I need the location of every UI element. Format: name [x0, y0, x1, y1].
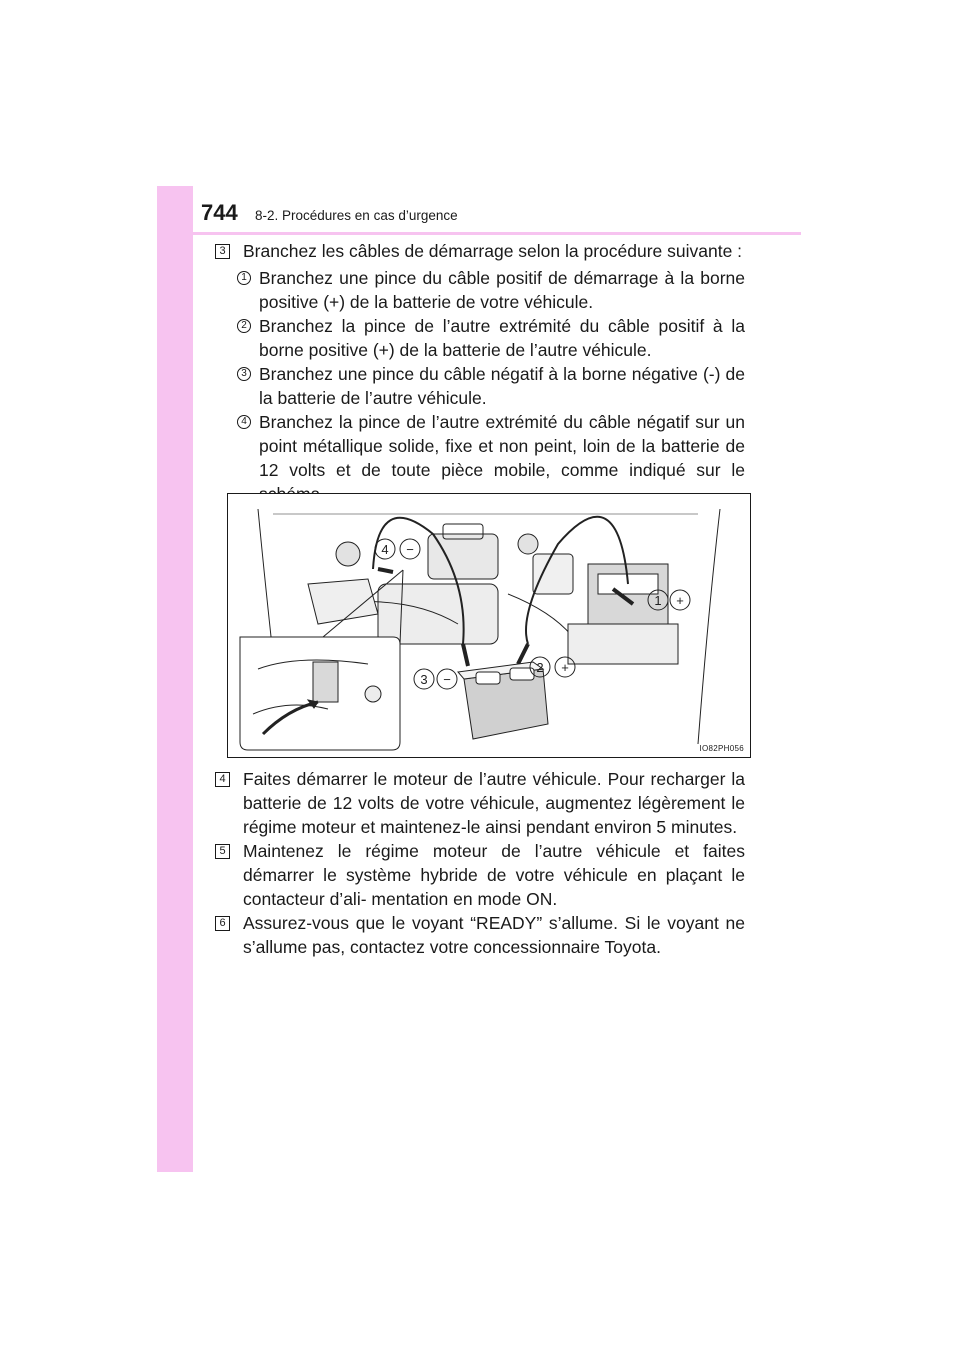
callout-3-number: 3 — [420, 672, 428, 687]
substep-3-text: Branchez une pince du câble négatif à la borne négative (-) de la batterie de l’autre véhicule. — [259, 364, 745, 408]
header-rule — [193, 232, 801, 235]
callout-4-number: 4 — [381, 542, 389, 557]
step-marker-5: 5 — [215, 844, 230, 859]
callout-3-sign: − — [443, 672, 451, 687]
step-6-text: Assurez-vous que le voyant “READY” s’allume. Si le voyant ne s’allume pas, contactez votre concessionnaire Toyota. — [243, 913, 745, 957]
step-4-text: Faites démarrer le moteur de l’autre véhicule. Pour recharger la batterie de 12 volts de votre véhicule, augmentez légèrement le régime moteur et maintenez-le ainsi pendant environ 5 minutes. — [243, 769, 745, 837]
substep-4-text: Branchez la pince de l’autre extrémité du câble négatif sur un point métallique solide, fixe et non peint, loin de la batterie de 12 volts et de toute pièce mobile, comme indiqué sur le — [259, 412, 745, 480]
substep-marker-4: 4 — [237, 415, 251, 429]
callout-1-number: 1 — [654, 593, 662, 608]
figure-code: IO82PH056 — [699, 744, 744, 753]
substep-2-text: Branchez la pince de l’autre extrémité du câble positif à la borne positive (+) de la batterie de l’autre véhicule. — [259, 316, 745, 360]
substep-marker-3: 3 — [237, 367, 251, 381]
callout-4-sign: − — [406, 542, 414, 557]
step-5-text: Maintenez le régime moteur de l’autre véhicule et faites démarrer le système hybride de votre véhicule en plaçant le contacteur d’ali- mentation en mode ON. — [243, 841, 745, 909]
page-number: 744 — [201, 200, 238, 225]
section-title: 8-2. Procédures en cas d’urgence — [255, 208, 458, 223]
callout-2-number: 2 — [536, 660, 544, 675]
substep-1-text: Branchez une pince du câble positif de démarrage à la borne positive (+) de la batterie de votre véhicule. — [259, 268, 745, 312]
step-3-text: Branchez les câbles de démarrage selon la procédure suivante : — [243, 241, 743, 261]
callout-1-sign: + — [676, 593, 684, 608]
substep-marker-1: 1 — [237, 271, 251, 285]
jump-start-diagram — [227, 493, 751, 758]
step-marker-4: 4 — [215, 772, 230, 787]
callout-2-sign: + — [561, 660, 569, 675]
substep-marker-2: 2 — [237, 319, 251, 333]
step-marker-3: 3 — [215, 244, 230, 259]
step-marker-6: 6 — [215, 916, 230, 931]
pink-sidebar-band — [157, 186, 193, 1172]
